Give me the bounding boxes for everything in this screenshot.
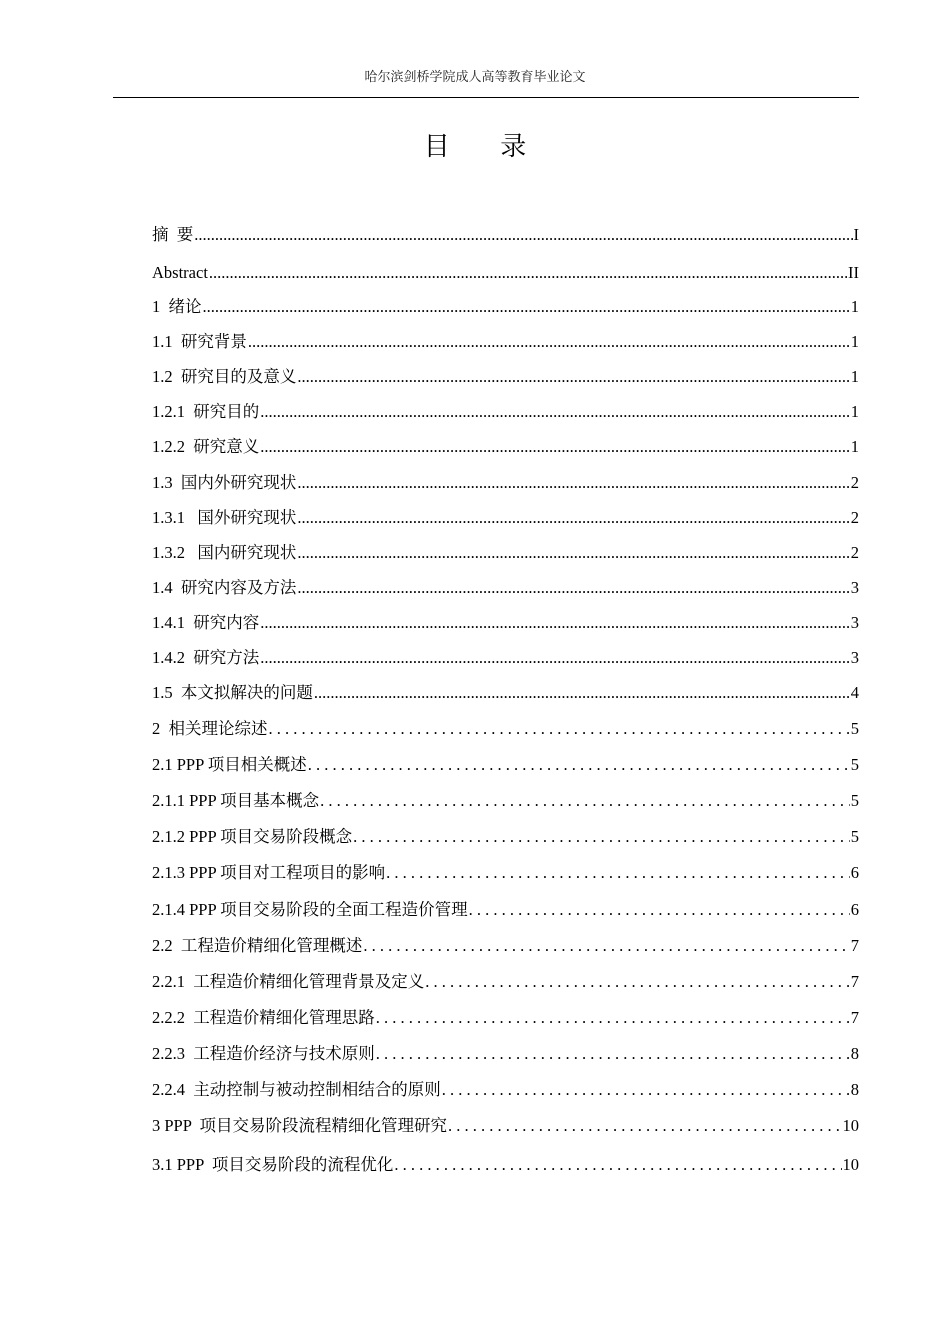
toc-entry[interactable] (152, 575, 859, 601)
header-divider (113, 97, 859, 98)
toc-entry-page-number: 5 (850, 791, 859, 810)
toc-entry-label: 1 绪论 (152, 297, 202, 316)
toc-dot-leader (297, 364, 849, 390)
toc-entry-page-number: 3 (850, 578, 859, 597)
toc-dot-leader (425, 969, 850, 995)
toc-entry[interactable] (152, 294, 859, 320)
toc-dot-leader (314, 680, 850, 706)
toc-entry-label: 3 PPP 项目交易阶段流程精细化管理研究 (152, 1116, 448, 1135)
toc-entry-label: 1.4 研究内容及方法 (152, 578, 297, 597)
toc-entry-page-number: 6 (850, 863, 859, 882)
toc-entry-label: 2.2.1 工程造价精细化管理背景及定义 (152, 972, 425, 991)
toc-entry[interactable] (152, 434, 859, 460)
toc-entry-label: 2.2.3 工程造价经济与技术原则 (152, 1044, 375, 1063)
toc-dot-leader (260, 434, 850, 460)
toc-entry-page-number: 8 (850, 1080, 859, 1099)
toc-dot-leader (269, 716, 850, 742)
toc-entry-label: 2.1.3 PPP 项目对工程项目的影响 (152, 863, 386, 882)
toc-entry-page-number: 1 (850, 367, 859, 386)
running-header: 哈尔滨剑桥学院成人高等教育毕业论文 (364, 69, 586, 84)
toc-entry[interactable] (152, 824, 859, 850)
toc-entry-label: 1.3.1 国外研究现状 (152, 508, 297, 527)
toc-entry-page-number: 10 (842, 1116, 859, 1135)
toc-dot-leader (308, 752, 850, 778)
toc-entry-label: 1.3 国内外研究现状 (152, 473, 297, 492)
toc-entry-label: 2 相关理论综述 (152, 719, 268, 738)
toc-entry-label: 1.5 本文拟解决的问题 (152, 683, 313, 702)
toc-entry[interactable] (152, 399, 859, 425)
toc-entry[interactable] (152, 752, 859, 778)
toc-entry-page-number: 5 (850, 719, 859, 738)
toc-dot-leader (469, 897, 850, 923)
toc-entry-label: 1.4.1 研究内容 (152, 613, 260, 632)
toc-entry-label: 2.2.4 主动控制与被动控制相结合的原则 (152, 1080, 441, 1099)
toc-entry[interactable] (152, 897, 859, 923)
toc-entry[interactable] (152, 1152, 859, 1178)
toc-entry-label: 2.1.1 PPP 项目基本概念 (152, 791, 320, 810)
toc-entry[interactable] (152, 260, 859, 286)
toc-dot-leader (297, 540, 849, 566)
toc-dot-leader (248, 329, 850, 355)
toc-entry[interactable] (152, 716, 859, 742)
toc-entry[interactable] (152, 933, 859, 959)
toc-dot-leader (376, 1041, 850, 1067)
toc-dot-leader (260, 645, 850, 671)
toc-dot-leader (260, 610, 850, 636)
toc-entry-page-number: 1 (850, 437, 859, 456)
toc-entry-label: 2.1 PPP 项目相关概述 (152, 755, 307, 774)
toc-entry[interactable] (152, 222, 859, 248)
toc-entry-page-number: 1 (850, 332, 859, 351)
toc-dot-leader (353, 824, 850, 850)
toc-entry[interactable] (152, 1077, 859, 1103)
toc-entry-page-number: II (848, 263, 859, 282)
toc-entry[interactable] (152, 645, 859, 671)
toc-entry[interactable] (152, 364, 859, 390)
toc-entry[interactable] (152, 1041, 859, 1067)
toc-entry-label: 2.2.2 工程造价精细化管理思路 (152, 1008, 375, 1027)
toc-dot-leader (363, 933, 849, 959)
toc-entry-page-number: 6 (850, 900, 859, 919)
toc-entry[interactable] (152, 860, 859, 886)
toc-entry-label: 摘 要 (152, 225, 194, 244)
toc-dot-leader (386, 860, 850, 886)
toc-entry[interactable] (152, 470, 859, 496)
toc-dot-leader (376, 1005, 850, 1031)
toc-entry[interactable] (152, 788, 859, 814)
toc-entry-page-number: 4 (850, 683, 859, 702)
toc-entry[interactable] (152, 680, 859, 706)
toc-entry-label: 1.2 研究目的及意义 (152, 367, 297, 386)
toc-entry[interactable] (152, 969, 859, 995)
toc-dot-leader (260, 399, 850, 425)
toc-entry[interactable] (152, 540, 859, 566)
toc-dot-leader (209, 260, 847, 286)
toc-entry[interactable] (152, 329, 859, 355)
toc-entry-page-number: 5 (850, 755, 859, 774)
toc-dot-leader (448, 1113, 841, 1139)
toc-entry[interactable] (152, 505, 859, 531)
toc-dot-leader (297, 505, 849, 531)
toc-entry-page-number: 1 (850, 402, 859, 421)
toc-dot-leader (297, 470, 849, 496)
toc-entry-page-number: 7 (850, 936, 859, 955)
toc-entry-label: 3.1 PPP 项目交易阶段的流程优化 (152, 1155, 394, 1174)
toc-dot-leader (203, 294, 850, 320)
toc-entry-page-number: 2 (850, 543, 859, 562)
toc-entry-page-number: 7 (850, 1008, 859, 1027)
toc-entry-page-number: 2 (850, 508, 859, 527)
toc-entry[interactable] (152, 610, 859, 636)
toc-dot-leader (297, 575, 849, 601)
toc-dot-leader (194, 222, 852, 248)
toc-entry-label: 1.4.2 研究方法 (152, 648, 260, 667)
toc-entry-label: 1.3.2 国内研究现状 (152, 543, 297, 562)
toc-entry-page-number: 5 (850, 827, 859, 846)
toc-entry-page-number: 7 (850, 972, 859, 991)
toc-entry-page-number: 8 (850, 1044, 859, 1063)
toc-entry-label: 1.2.1 研究目的 (152, 402, 260, 421)
toc-entry-page-number: 3 (850, 613, 859, 632)
toc-entry[interactable] (152, 1113, 859, 1139)
toc-entry-label: 2.2 工程造价精细化管理概述 (152, 936, 363, 955)
toc-entry-label: 1.2.2 研究意义 (152, 437, 260, 456)
toc-entry-page-number: 3 (850, 648, 859, 667)
toc-entry-label: Abstract (152, 263, 208, 282)
toc-entry-label: 2.1.4 PPP 项目交易阶段的全面工程造价管理 (152, 900, 468, 919)
toc-entry-label: 2.1.2 PPP 项目交易阶段概念 (152, 827, 353, 846)
toc-entry-page-number: 1 (850, 297, 859, 316)
toc-dot-leader (320, 788, 850, 814)
toc-entry[interactable] (152, 1005, 859, 1031)
toc-entry-page-number: I (853, 225, 859, 244)
toc-entry-label: 1.1 研究背景 (152, 332, 247, 351)
toc-entry-page-number: 2 (850, 473, 859, 492)
toc-dot-leader (394, 1152, 841, 1178)
toc-title: 目 录 (423, 132, 549, 161)
toc-dot-leader (442, 1077, 850, 1103)
toc-entry-page-number: 10 (842, 1155, 859, 1174)
